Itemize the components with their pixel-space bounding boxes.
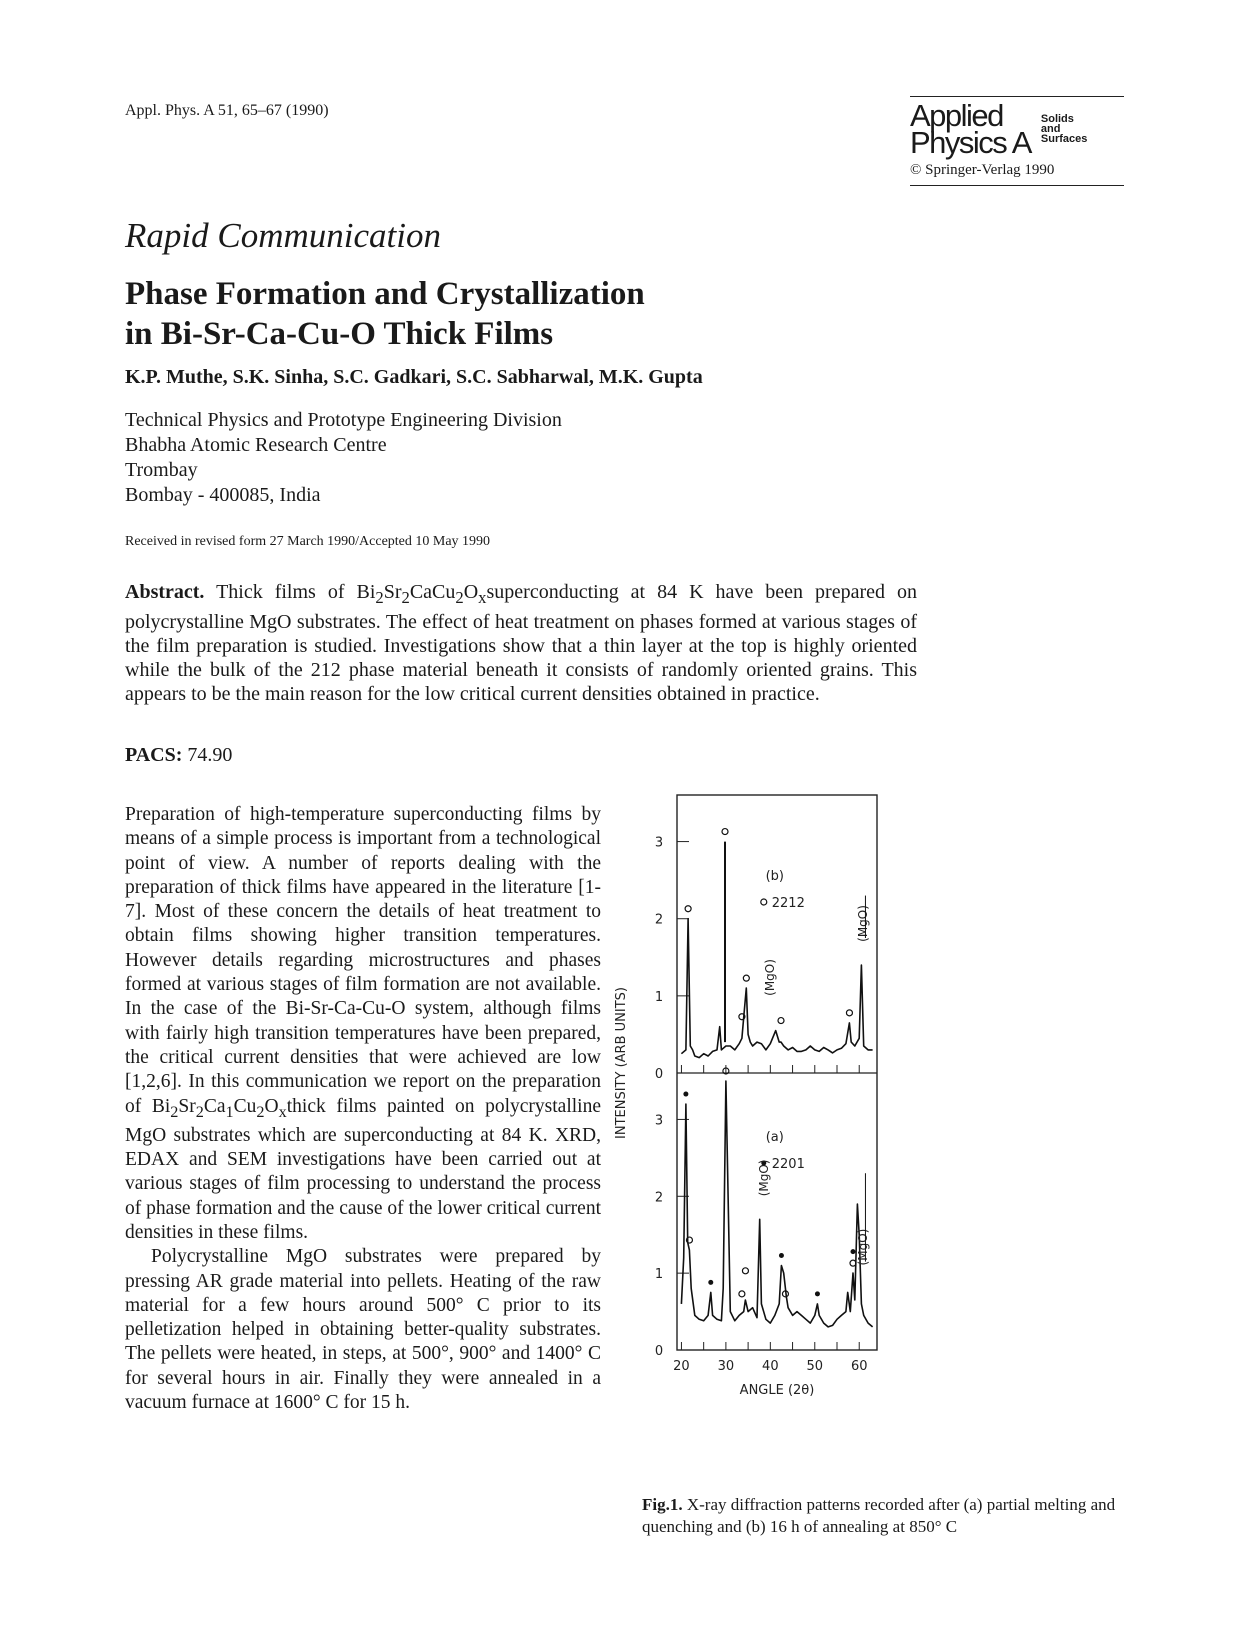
affiliation-line-1: Technical Physics and Prototype Engineering Division <box>125 409 562 431</box>
x-axis-label: ANGLE (2θ) <box>739 1383 815 1398</box>
paragraph-intro: Preparation of high-temperature superconducting films by means of a simple process is important from a technological point of view. A number of reports dealing with the preparation of thick films have appeared in the literature [1-7]. Most of these concern the details of heat treatment to obtain films showing higher transition temperatures. However details regarding microstructures and phases formed at various stages of film formation are not available. In the case of the Bi-Sr-Ca-Cu-O system, although films with fairly high transition temperatures have been prepared, the critical current densities that were achieved are low [1,2,6]. In this communication we report on the preparation of $Bi_2Sr_2Ca_1Cu_2O_xthick$ films painted on polycrystalline MgO substrates which are superconducting at 84 K. XRD, EDAX and SEM investigations have been carried out at various stages of film processing to understand the process of phase formation and the cause of the lower critical current densities in these films. <box>125 804 601 1243</box>
body-text <box>125 803 601 1415</box>
substrate-label: (MgO) <box>856 905 871 942</box>
paragraph-intro-part-1: Preparation of high-temperature superconducting films by means of a simple process is important from a technological point of view. A number of reports dealing with the preparation of thick films have appeared in the literature [1-7]. Most of these concern the details of heat treatment to obtain films showing higher transition temperatures. However details regarding microstructures and phases formed at various stages of film formation are not available. In the case of the Bi-Sr-Ca-Cu-O system, although films with fairly high transition temperatures have been prepared, the critical current densities that were achieved are low [1,2,6]. In this communication we report on the preparation of Bi <box>125 804 601 1117</box>
logo-bottom-rule <box>910 185 1124 186</box>
logo-word-physics: Physics A <box>910 125 1031 160</box>
peak-marker-2212 <box>846 1010 852 1016</box>
x-tick-label: 30 <box>717 1359 735 1374</box>
peak-marker-2212 <box>685 906 691 912</box>
y-tick-label: 0 <box>654 1344 664 1359</box>
substrate-label: (MgO) <box>856 1228 871 1266</box>
xrd-series-b <box>681 919 872 1058</box>
abstract-text-rest: superconducting at 84 K have been prepared on polycrystalline MgO substrates. The effect of heat treatment on phases formed at various stages of the film preparation is studied. Investigations show that a thin layer at the top is highly oriented while the bulk of the 212 phase material beneath it consists of randomly oriented grains. This appears to be the main reason for the low critical current densities obtained in practice. <box>125 581 917 705</box>
peak-marker-2212 <box>778 1018 784 1024</box>
y-tick-label: 3 <box>654 1113 664 1129</box>
journal-logo <box>910 96 1124 186</box>
logo-subtitle-box <box>1041 114 1087 144</box>
received-date: Received in revised form 27 March 1990/Accepted 10 May 1990 <box>125 534 491 549</box>
paper-title <box>125 274 825 354</box>
figure-caption-text: X-ray diffraction patterns recorded after (a) partial melting and quenching and (b) 16 h of annealing at 850° C <box>642 1495 1116 1536</box>
peak-marker-2212 <box>742 1268 748 1274</box>
peak-marker-2201 <box>779 1253 784 1258</box>
legend-label: 2201 <box>771 1157 805 1172</box>
figure-caption <box>642 1494 1122 1538</box>
xrd-chart <box>600 780 900 1480</box>
logo-subtitle-solids: Solids <box>1040 113 1074 125</box>
pacs-value: 74.90 <box>182 744 233 766</box>
affiliation <box>125 408 562 508</box>
panel-label: (a) <box>765 1130 784 1145</box>
logo-top-rule <box>910 96 1124 97</box>
figure-caption-label: Fig.1. <box>642 1495 683 1514</box>
abstract: Abstract. Thick films of $Bi_2Sr_2CaCu_2O_xsuperconducting$ at 84 K have been prepared on polycrystalline MgO substrates. The effect of heat treatment on phases formed at various stages of the film preparation is studied. Investigations show that a thin layer at the top is highly oriented while the bulk of the 212 phase material beneath it consists of randomly oriented grains. This appears to be the main reason for the low critical current densities obtained in practice. <box>125 581 917 705</box>
y-tick-label: 1 <box>654 1267 664 1283</box>
y-tick-label: 0 <box>654 1067 664 1082</box>
x-tick-label: 60 <box>850 1359 868 1374</box>
y-tick-label: 2 <box>654 1190 664 1206</box>
legend-marker-2212 <box>761 899 767 905</box>
y-tick-label: 2 <box>654 912 664 928</box>
paragraph-intro-part-2: thick films painted on polycrystalline MgO substrates which are superconducting at 84 K. XRD, EDAX and SEM investigations have been carried out at various stages of film processing to understand the process of phase formation and the cause of the lower critical current densities in these films. <box>125 1095 601 1243</box>
x-tick-label: 40 <box>762 1359 779 1374</box>
paper-title-line-2: in Bi-Sr-Ca-Cu-O Thick Films <box>125 316 554 352</box>
journal-citation: Appl. Phys. A 51, 65–67 (1990) <box>125 102 329 119</box>
logo-subtitle-surfaces: Surfaces <box>1040 133 1088 145</box>
abstract-label: Abstract. <box>125 581 205 603</box>
pacs-code <box>125 744 232 767</box>
paragraph-substrates: Polycrystalline MgO substrates were prepared by pressing AR grade material into pellets. Heating of the raw material for a few hours around 500° C prior to its pelletization helped in obtaining better-quality substrates. The pellets were heated, in steps, at 500°, 900° and 1400° C for several hours in air. Finally they were annealed in a vacuum furnace at 1600° C for 15 h. <box>125 1246 601 1414</box>
substrate-label: (MgO) <box>762 959 777 996</box>
paper-title-line-1: Phase Formation and Crystallization <box>125 276 645 312</box>
panel-label: (b) <box>765 869 784 884</box>
y-tick-label: 1 <box>654 989 664 1005</box>
y-axis-label: INTENSITY (ARB UNITS) <box>614 987 629 1139</box>
pacs-label: PACS: <box>125 744 183 766</box>
peak-marker-2201 <box>851 1249 856 1254</box>
affiliation-line-3: Trombay <box>125 459 198 481</box>
x-tick-label: 20 <box>673 1359 690 1374</box>
peak-marker-2201 <box>815 1291 820 1296</box>
peak-marker-2212 <box>722 829 728 835</box>
section-label: Rapid Communication <box>125 216 441 255</box>
substrate-label: (MgO) <box>757 1159 772 1197</box>
y-tick-label: 3 <box>654 835 664 851</box>
legend-label: 2212 <box>771 896 805 911</box>
affiliation-line-4: Bombay - 400085, India <box>125 484 321 506</box>
author-list: K.P. Muthe, S.K. Sinha, S.C. Gadkari, S.C. Sabharwal, M.K. Gupta <box>125 366 703 388</box>
peak-marker-2201 <box>683 1092 688 1097</box>
peak-marker-2201 <box>708 1280 713 1285</box>
peak-marker-2212 <box>743 975 749 981</box>
logo-word-applied: Applied <box>910 98 1003 133</box>
copyright-notice: © Springer-Verlag 1990 <box>910 162 1055 178</box>
peak-marker-2212 <box>739 1291 745 1297</box>
affiliation-line-2: Bhabha Atomic Research Centre <box>125 434 387 456</box>
abstract-text-start: Thick films of Bi <box>204 581 376 603</box>
xrd-series-a <box>681 1081 872 1327</box>
logo-subtitle-and: and <box>1040 123 1061 135</box>
x-tick-label: 50 <box>806 1359 824 1374</box>
